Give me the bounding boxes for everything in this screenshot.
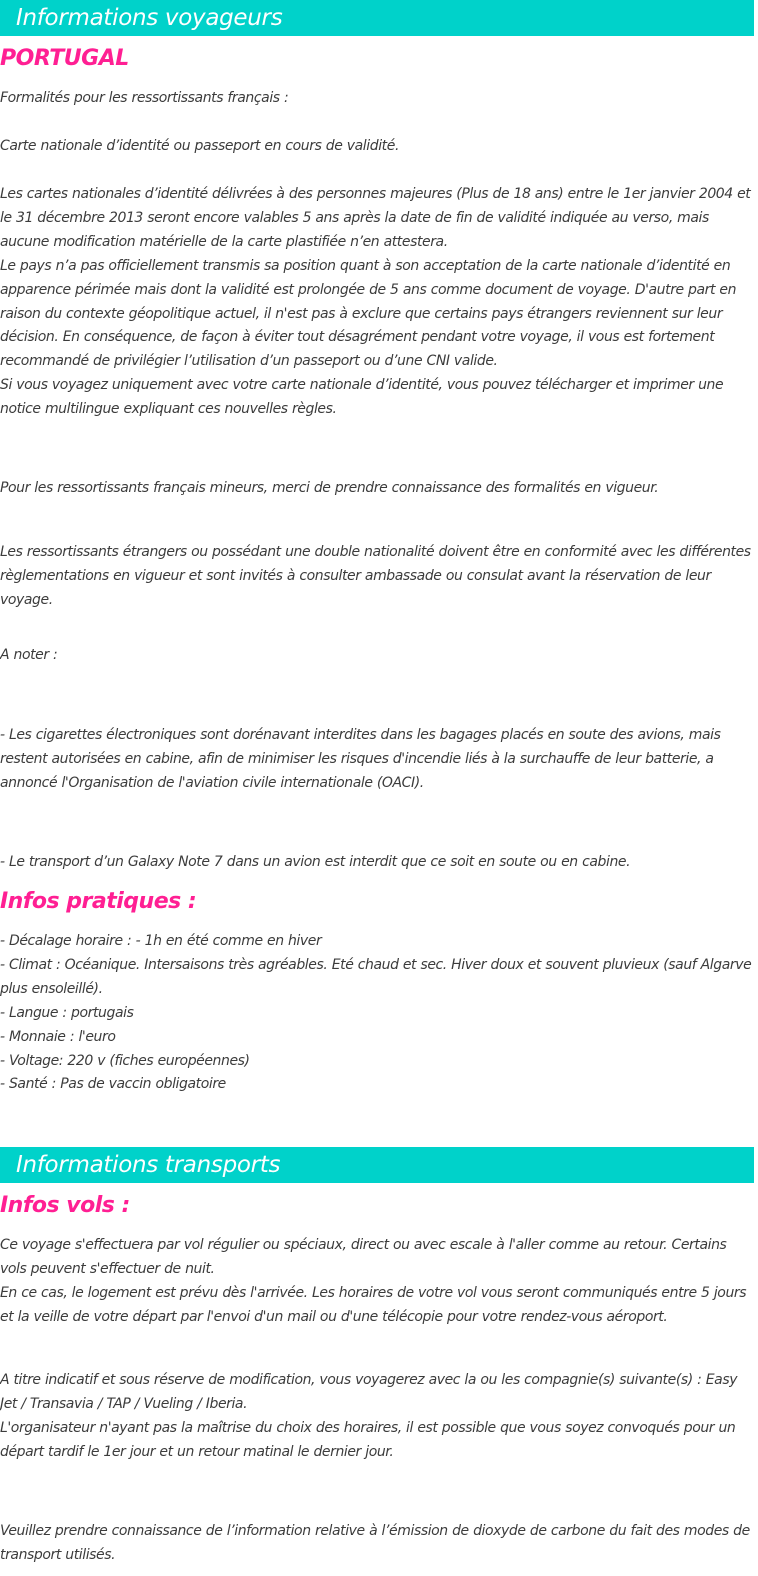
a-noter-label: A noter : bbox=[0, 647, 58, 663]
compagnies-line-1: A titre indicatif et sous réserve de modification, vous voyagerez avec la ou les compagnie(s) suivante(s) : Easy Jet / Transavia / TAP / Vueling / Iberia. bbox=[0, 1372, 738, 1412]
co2-info: Veuillez prendre connaissance de l’information relative à l’émission de dioxyde de carbone du fait des modes de transport utilisés. bbox=[0, 1523, 750, 1563]
country-heading: PORTUGAL bbox=[0, 46, 129, 71]
formalites-intro: Formalités pour les ressortissants français : bbox=[0, 90, 289, 106]
list-item: - Santé : Pas de vaccin obligatoire bbox=[0, 1076, 226, 1093]
section-band-title: Informations voyageurs bbox=[16, 5, 283, 31]
section-band-title: Informations transports bbox=[16, 1152, 281, 1178]
list-item: - Voltage: 220 v (fiches européennes) bbox=[0, 1052, 250, 1069]
section-band-transports bbox=[0, 1147, 754, 1183]
cni-line-3: Si vous voyagez uniquement avec votre carte nationale d’identité, vous pouvez télécharger et imprimer une notice multilingue expliquant ces nouvelles règles. bbox=[0, 377, 724, 418]
documents-requis: Carte nationale d’identité ou passeport en cours de validité. bbox=[0, 138, 399, 154]
cni-paragraph bbox=[0, 183, 755, 422]
vols-line-1: Ce voyage s'effectuera par vol régulier ou spéciaux, direct ou avec escale à l'aller comme au retour. Certains vols peuvent s'effectuer de nuit. bbox=[0, 1237, 727, 1277]
cigarettes-note: - Les cigarettes électroniques sont dorénavant interdites dans les bagages placés en soute des avions, mais restent autorisées en cabine, afin de minimiser les risques d'incendie liés à la surchauffe de leur batterie, a annoncé l'Organisation de l'aviation civile internationale (OACI). bbox=[0, 727, 721, 791]
list-item: - Langue : portugais bbox=[0, 1004, 134, 1021]
infos-pratiques-heading: Infos pratiques : bbox=[0, 889, 197, 914]
compagnies-line-2: L'organisateur n'ayant pas la maîtrise du choix des horaires, il est possible que vous soyez convoqués pour un départ tardif le 1er jour et un retour matinal le dernier jour. bbox=[0, 1419, 736, 1460]
compagnies-paragraph bbox=[0, 1369, 755, 1465]
cni-line-2: Le pays n’a pas officiellement transmis sa position quant à son acceptation de la carte nationale d’identité en apparence périmée mais dont la validité est prolongée de 5 ans comme document de voyage. D'autre part en raison du contexte géopolitique actuel, il n'est pas à exclure que certains pays étrangers reviennent sur leur décision. En conséquence, de façon à éviter tout désagrément pendant votre voyage, il vous est fortement recommandé de privilégier l’utilisation d’un passeport ou d’une CNI valide. bbox=[0, 257, 737, 370]
vols-paragraph bbox=[0, 1234, 755, 1330]
section-band-voyageurs bbox=[0, 0, 754, 36]
infos-vols-heading: Infos vols : bbox=[0, 1193, 130, 1218]
list-item: - Climat : Océanique. Intersaisons très agréables. Eté chaud et sec. Hiver doux et souvent pluvieux (sauf Algarve plus ensoleillé). bbox=[0, 956, 752, 997]
etrangers-text: Les ressortissants étrangers ou possédant une double nationalité doivent être en conformité avec les différentes règlementations en vigueur et sont invités à consulter ambassade ou consulat avant la réservation de leur voyage. bbox=[0, 544, 751, 608]
infos-pratiques-list bbox=[0, 930, 755, 1097]
vols-line-2: En ce cas, le logement est prévu dès l'arrivée. Les horaires de votre vol vous seront communiqués entre 5 jours et la veille de votre départ par l'envoi d'un mail ou d'une télécopie pour votre rendez-vous aéroport. bbox=[0, 1284, 747, 1325]
list-item: - Monnaie : l'euro bbox=[0, 1028, 116, 1045]
cni-line-1: Les cartes nationales d’identité délivrées à des personnes majeures (Plus de 18 ans) entre le 1er janvier 2004 et le 31 décembre 2013 seront encore valables 5 ans après la date de fin de validité indiquée au verso, mais aucune modification matérielle de la carte plastifiée n’en attestera. bbox=[0, 186, 751, 250]
galaxy-note: - Le transport d’un Galaxy Note 7 dans un avion est interdit que ce soit en soute ou en cabine. bbox=[0, 854, 631, 870]
mineurs-text: Pour les ressortissants français mineurs, merci de prendre connaissance des formalités en vigueur. bbox=[0, 480, 659, 496]
list-item: - Décalage horaire : - 1h en été comme en hiver bbox=[0, 933, 322, 949]
